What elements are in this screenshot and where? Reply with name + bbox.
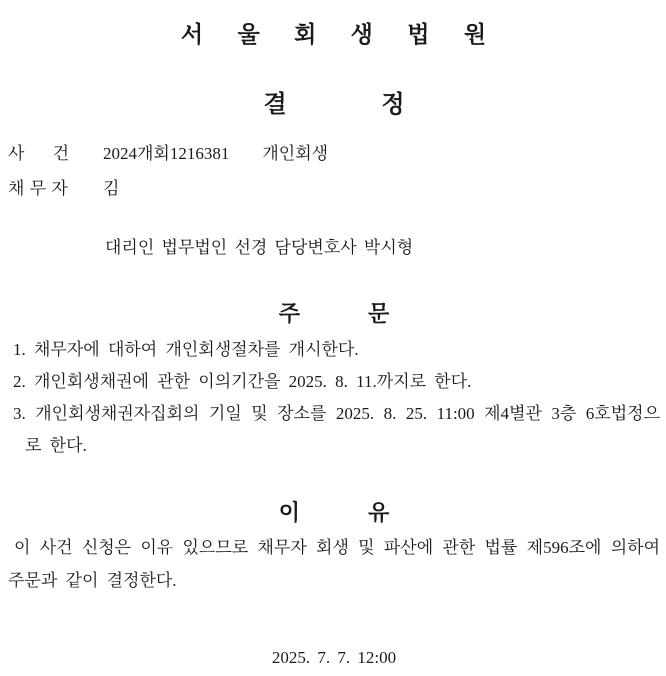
debtor-label: 채 무 자 xyxy=(8,179,68,198)
debtor-row xyxy=(8,178,660,200)
order-item-3: 3. 개인회생채권자집회의 기일 및 장소를 2025. 8. 25. 11:00 제4별관 3층 6호법정으로 한다. xyxy=(13,404,660,455)
case-info-section xyxy=(8,143,660,200)
debtor-name: 김 xyxy=(103,179,120,198)
order-items-list xyxy=(8,334,660,462)
order-item-2: 2. 개인회생채권에 관한 이의기간을 2025. 8. 11.까지로 한다. xyxy=(13,372,472,391)
reason-body-text: 이 사건 신청은 이유 있으므로 채무자 회생 및 파산에 관한 법률 제596조에 의하여 주문과 같이 결정한다. xyxy=(8,538,660,590)
decision-heading: 결 정 xyxy=(263,91,405,118)
court-name-title: 서 울 회 생 법 원 xyxy=(180,21,488,47)
order-section-heading: 주 문 xyxy=(278,301,390,326)
case-type: 개인회생 xyxy=(262,144,329,163)
reason-section-heading: 이 유 xyxy=(278,500,390,525)
case-number: 2024개회1216381 xyxy=(103,144,230,163)
case-label: 사 건 xyxy=(8,144,70,163)
case-number-row xyxy=(8,143,660,165)
attorney-line: 대리인 법무법인 선경 담당변호사 박시형 xyxy=(105,238,414,257)
order-item-1: 1. 채무자에 대하여 개인회생절차를 개시한다. xyxy=(13,340,359,359)
decision-datetime: 2025. 7. 7. 12:00 xyxy=(271,648,397,667)
